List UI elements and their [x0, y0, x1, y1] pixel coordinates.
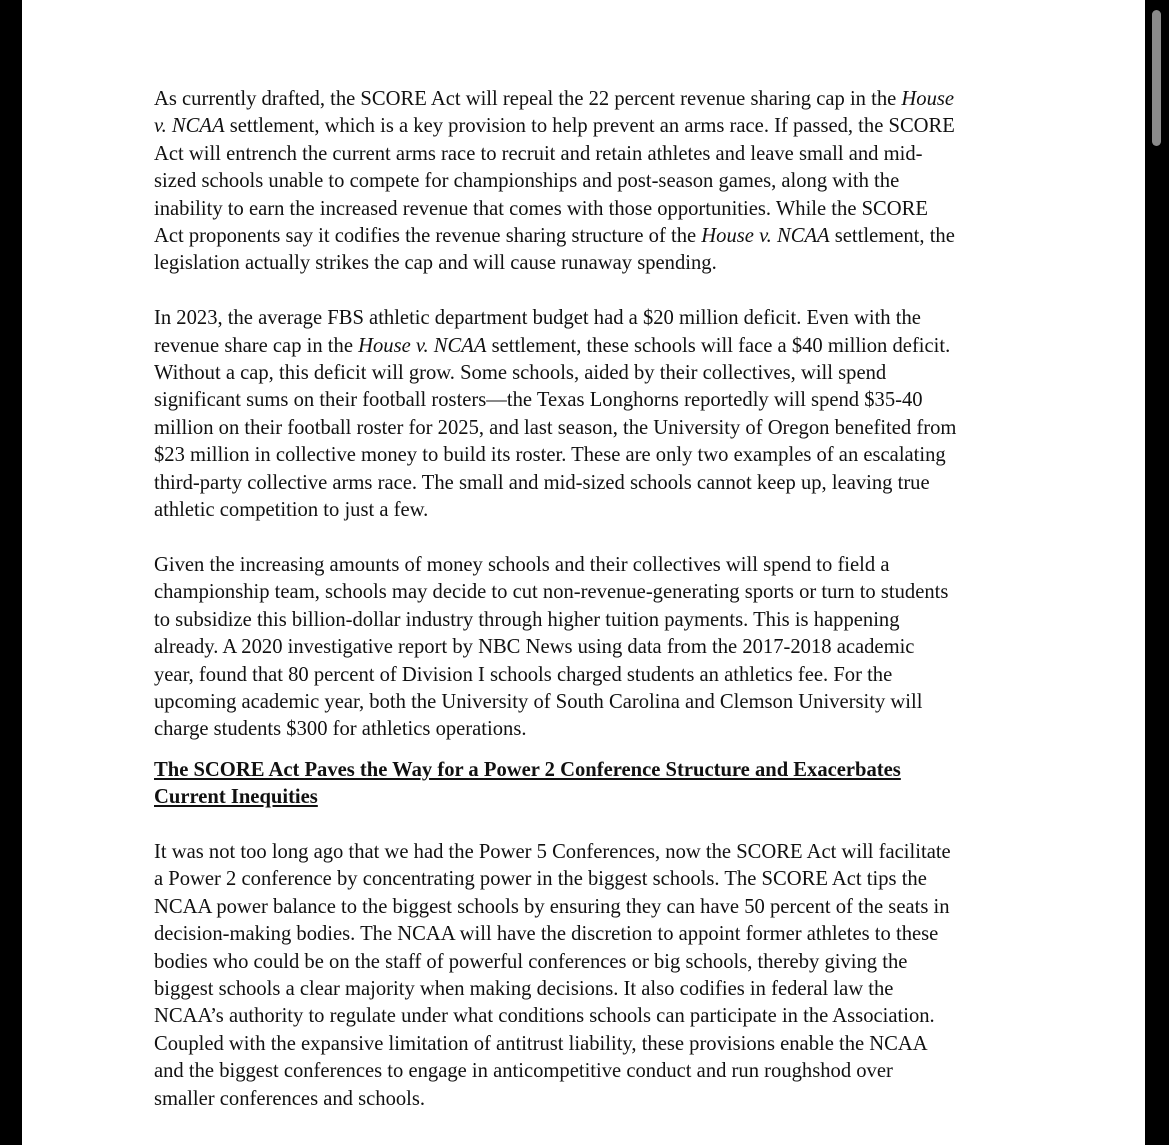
- text-line: Without a cap, this deficit will grow. Some schools, aided by their collectives, will spend: [154, 362, 887, 385]
- text-line: inability to earn the increased revenue that comes with those opportunities. While the SCORE: [154, 197, 928, 220]
- text-line: biggest schools a clear majority when making decisions. It also codifies in federal law the: [154, 977, 894, 1000]
- text-line: athletic competition to just a few.: [154, 499, 429, 522]
- text-line: NCAA power balance to the biggest schools by ensuring they can have 50 percent of the seats in: [154, 895, 950, 918]
- paragraph-revenue-cap: [154, 86, 1022, 278]
- text-line: year, found that 80 percent of Division I schools charged students an athletics fee. For the: [154, 663, 893, 686]
- document-page: [22, 0, 1145, 1145]
- text-line: and the biggest conferences to engage in anticompetitive conduct and run roughshod over: [154, 1060, 893, 1083]
- text-line: Act proponents say it codifies the revenue sharing structure of the House v. NCAA settlement, the: [154, 225, 955, 248]
- paragraph-student-fees: [154, 552, 1022, 744]
- text-line: upcoming academic year, both the University of South Carolina and Clemson University will: [154, 690, 923, 713]
- text-line: Act will entrench the current arms race to recruit and retain athletes and leave small and mid-: [154, 142, 923, 165]
- paragraph-power-2: [154, 839, 1022, 1113]
- text-line: to subsidize this billion-dollar industry through higher tuition payments. This is happening: [154, 608, 900, 631]
- text-line: Coupled with the expansive limitation of antitrust liability, these provisions enable the NCAA: [154, 1032, 928, 1055]
- text-line: a Power 2 conference by concentrating power in the biggest schools. The SCORE Act tips the: [154, 868, 927, 891]
- text-line: NCAA’s authority to regulate under what conditions schools can participate in the Association.: [154, 1005, 935, 1028]
- text-line: revenue share cap in the House v. NCAA settlement, these schools will face a $40 million deficit.: [154, 334, 951, 357]
- text-line: smaller conferences and schools.: [154, 1087, 426, 1110]
- text-line: bodies who could be on the staff of powerful conferences or big schools, thereby giving the: [154, 950, 908, 973]
- text-line: championship team, schools may decide to cut non-revenue-generating sports or turn to students: [154, 581, 949, 604]
- text-line: Given the increasing amounts of money schools and their collectives will spend to field a: [154, 553, 890, 576]
- text-line: million on their football roster for 2025, and last season, the University of Oregon benefited from: [154, 416, 957, 439]
- text-line: significant sums on their football rosters—the Texas Longhorns reportedly will spend $35-40: [154, 389, 923, 412]
- text-line: legislation actually strikes the cap and will cause runaway spending.: [154, 252, 717, 275]
- vertical-scrollbar[interactable]: [1146, 0, 1169, 1145]
- document-body: [154, 86, 1022, 1140]
- text-line: In 2023, the average FBS athletic department budget had a $20 million deficit. Even with the: [154, 307, 921, 330]
- text-line: already. A 2020 investigative report by NBC News using data from the 2017-2018 academic: [154, 636, 915, 659]
- text-line: $23 million in collective money to build its roster. These are only two examples of an escalating: [154, 444, 946, 467]
- text-line: v. NCAA settlement, which is a key provision to help prevent an arms race. If passed, the SCORE: [154, 115, 955, 138]
- section-heading: [154, 757, 1022, 812]
- text-line: charge students $300 for athletics operations.: [154, 718, 527, 741]
- scrollbar-thumb[interactable]: [1152, 10, 1161, 146]
- heading-line: Current Inequities: [154, 786, 318, 809]
- text-line: As currently drafted, the SCORE Act will repeal the 22 percent revenue sharing cap in the House: [154, 88, 955, 110]
- paragraph-deficit: [154, 305, 1022, 524]
- text-line: third-party collective arms race. The small and mid-sized schools cannot keep up, leaving true: [154, 471, 930, 494]
- text-line: It was not too long ago that we had the Power 5 Conferences, now the SCORE Act will facilitate: [154, 840, 951, 863]
- text-line: decision-making bodies. The NCAA will have the discretion to appoint former athletes to these: [154, 923, 939, 946]
- text-line: sized schools unable to compete for championships and post-season games, along with the: [154, 170, 900, 193]
- heading-line: The SCORE Act Paves the Way for a Power 2 Conference Structure and Exacerbates: [154, 758, 901, 781]
